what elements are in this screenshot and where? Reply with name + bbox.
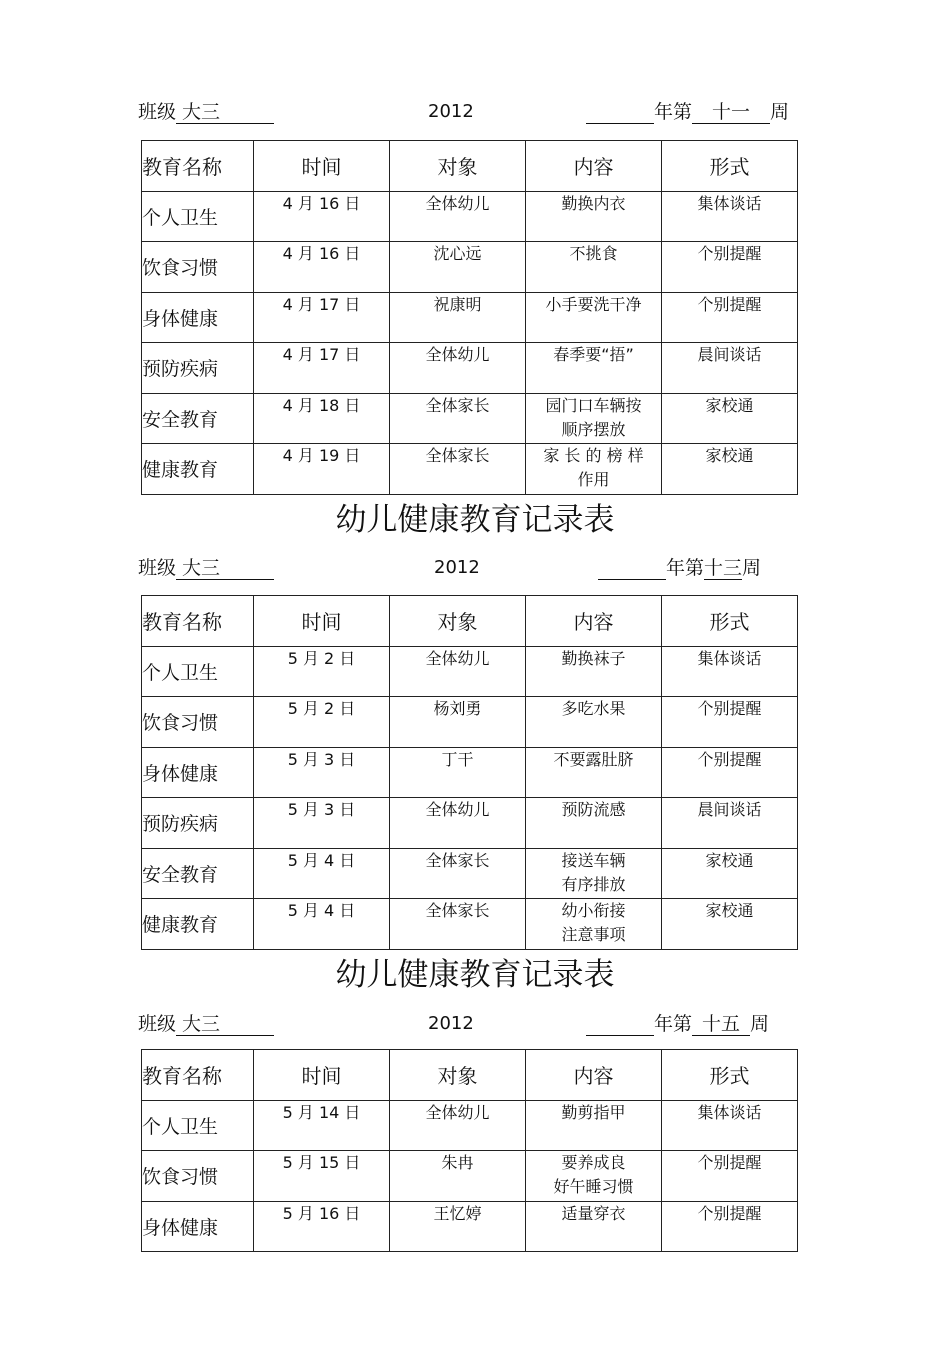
target-cell: 朱冉 bbox=[390, 1151, 526, 1202]
week-number: 十一 bbox=[692, 101, 770, 124]
time-cell: 4 月 17 日 bbox=[254, 292, 390, 343]
blank-underline bbox=[586, 101, 654, 124]
table-row bbox=[142, 343, 798, 394]
form-cell: 晨间谈话 bbox=[662, 343, 798, 394]
class-label: 班级 bbox=[138, 557, 177, 579]
table-row bbox=[142, 848, 798, 899]
target-cell: 王忆婷 bbox=[390, 1201, 526, 1252]
target-cell: 全体幼儿 bbox=[390, 343, 526, 394]
form-cell: 个别提醒 bbox=[662, 1151, 798, 1202]
week-number: 十三 bbox=[704, 557, 743, 579]
form-cell: 家校通 bbox=[662, 393, 798, 444]
time-cell: 5 月 4 日 bbox=[254, 848, 390, 899]
time-cell: 4 月 18 日 bbox=[254, 393, 390, 444]
target-cell: 沈心远 bbox=[390, 242, 526, 293]
table-row bbox=[142, 646, 798, 697]
education-name-cell: 身体健康 bbox=[142, 1201, 254, 1252]
table-row bbox=[142, 1151, 798, 1202]
target-cell: 全体家长 bbox=[390, 444, 526, 495]
content-cell: 小手要洗干净 bbox=[526, 292, 662, 343]
column-header: 时间 bbox=[254, 596, 390, 647]
column-header: 教育名称 bbox=[142, 1050, 254, 1101]
table-header-row bbox=[142, 596, 798, 647]
content-cell: 不挑食 bbox=[526, 242, 662, 293]
target-cell: 全体家长 bbox=[390, 899, 526, 950]
column-header: 教育名称 bbox=[142, 141, 254, 192]
column-header: 时间 bbox=[254, 1050, 390, 1101]
column-header: 形式 bbox=[662, 596, 798, 647]
column-header: 形式 bbox=[662, 1050, 798, 1101]
column-header: 内容 bbox=[526, 596, 662, 647]
form-cell: 家校通 bbox=[662, 444, 798, 495]
record-table-2 bbox=[141, 595, 798, 950]
week-number: 十五 bbox=[692, 1013, 750, 1036]
column-header: 形式 bbox=[662, 141, 798, 192]
time-cell: 5 月 4 日 bbox=[254, 899, 390, 950]
class-label: 班级 bbox=[138, 101, 177, 123]
content-cell: 园门口车辆按 顺序摆放 bbox=[526, 393, 662, 444]
form-cell: 集体谈话 bbox=[662, 191, 798, 242]
week-suffix: 周 bbox=[750, 1013, 770, 1035]
column-header: 时间 bbox=[254, 141, 390, 192]
time-cell: 5 月 15 日 bbox=[254, 1151, 390, 1202]
time-cell: 4 月 19 日 bbox=[254, 444, 390, 495]
table-row bbox=[142, 292, 798, 343]
column-header: 对象 bbox=[390, 141, 526, 192]
year: 2012 bbox=[428, 1013, 474, 1034]
target-cell: 全体家长 bbox=[390, 393, 526, 444]
education-name-cell: 健康教育 bbox=[142, 899, 254, 950]
target-cell: 全体幼儿 bbox=[390, 1100, 526, 1151]
class-name: 大三 bbox=[176, 557, 274, 580]
time-cell: 5 月 16 日 bbox=[254, 1201, 390, 1252]
table-header-row bbox=[142, 1050, 798, 1101]
education-name-cell: 个人卫生 bbox=[142, 646, 254, 697]
target-cell: 杨刘勇 bbox=[390, 697, 526, 748]
content-cell: 勤换内衣 bbox=[526, 191, 662, 242]
content-cell: 不要露肚脐 bbox=[526, 747, 662, 798]
target-cell: 丁干 bbox=[390, 747, 526, 798]
target-cell: 全体幼儿 bbox=[390, 798, 526, 849]
year: 2012 bbox=[434, 557, 480, 578]
form-cell: 个别提醒 bbox=[662, 747, 798, 798]
content-cell: 接送车辆 有序排放 bbox=[526, 848, 662, 899]
page-title: 幼儿健康教育记录表 bbox=[335, 502, 615, 538]
table-row bbox=[142, 798, 798, 849]
column-header: 对象 bbox=[390, 1050, 526, 1101]
table-row bbox=[142, 697, 798, 748]
time-cell: 5 月 3 日 bbox=[254, 798, 390, 849]
form-cell: 个别提醒 bbox=[662, 697, 798, 748]
class-name: 大三 bbox=[176, 1013, 274, 1036]
content-cell: 家 长 的 榜 样 作用 bbox=[526, 444, 662, 495]
table-row bbox=[142, 242, 798, 293]
year-week-prefix: 年第 bbox=[654, 101, 693, 123]
year-week-prefix: 年第 bbox=[666, 557, 705, 579]
education-name-cell: 健康教育 bbox=[142, 444, 254, 495]
column-header: 内容 bbox=[526, 1050, 662, 1101]
content-cell: 多吃水果 bbox=[526, 697, 662, 748]
target-cell: 全体幼儿 bbox=[390, 646, 526, 697]
education-name-cell: 身体健康 bbox=[142, 292, 254, 343]
table-row bbox=[142, 444, 798, 495]
table-row bbox=[142, 747, 798, 798]
target-cell: 祝康明 bbox=[390, 292, 526, 343]
week-suffix: 周 bbox=[742, 557, 762, 579]
form-cell: 集体谈话 bbox=[662, 646, 798, 697]
form-cell: 个别提醒 bbox=[662, 292, 798, 343]
form-cell: 个别提醒 bbox=[662, 242, 798, 293]
column-header: 对象 bbox=[390, 596, 526, 647]
education-name-cell: 安全教育 bbox=[142, 848, 254, 899]
content-cell: 勤剪指甲 bbox=[526, 1100, 662, 1151]
record-table-1 bbox=[141, 140, 798, 495]
table-header-row bbox=[142, 141, 798, 192]
time-cell: 5 月 14 日 bbox=[254, 1100, 390, 1151]
form-cell: 家校通 bbox=[662, 899, 798, 950]
education-name-cell: 安全教育 bbox=[142, 393, 254, 444]
time-cell: 4 月 16 日 bbox=[254, 242, 390, 293]
education-name-cell: 饮食习惯 bbox=[142, 242, 254, 293]
column-header: 教育名称 bbox=[142, 596, 254, 647]
target-cell: 全体幼儿 bbox=[390, 191, 526, 242]
section-1-header bbox=[138, 98, 800, 126]
section-3-header bbox=[138, 1010, 800, 1038]
form-cell: 晨间谈话 bbox=[662, 798, 798, 849]
education-name-cell: 个人卫生 bbox=[142, 1100, 254, 1151]
education-name-cell: 个人卫生 bbox=[142, 191, 254, 242]
education-name-cell: 饮食习惯 bbox=[142, 1151, 254, 1202]
time-cell: 4 月 16 日 bbox=[254, 191, 390, 242]
content-cell: 预防流感 bbox=[526, 798, 662, 849]
education-name-cell: 预防疾病 bbox=[142, 798, 254, 849]
table-row bbox=[142, 191, 798, 242]
form-cell: 个别提醒 bbox=[662, 1201, 798, 1252]
content-cell: 要养成良 好午睡习惯 bbox=[526, 1151, 662, 1202]
table-row bbox=[142, 1100, 798, 1151]
content-cell: 春季要“捂” bbox=[526, 343, 662, 394]
table-row bbox=[142, 899, 798, 950]
time-cell: 5 月 2 日 bbox=[254, 646, 390, 697]
record-table-3 bbox=[141, 1049, 798, 1252]
section-2-header bbox=[138, 554, 800, 582]
blank-underline bbox=[586, 1013, 654, 1036]
week-suffix: 周 bbox=[770, 101, 790, 123]
class-name: 大三 bbox=[176, 101, 274, 124]
blank-underline bbox=[598, 557, 666, 580]
class-label: 班级 bbox=[138, 1013, 177, 1035]
form-cell: 集体谈话 bbox=[662, 1100, 798, 1151]
form-cell: 家校通 bbox=[662, 848, 798, 899]
table-row bbox=[142, 393, 798, 444]
education-name-cell: 预防疾病 bbox=[142, 343, 254, 394]
page-title-2: 幼儿健康教育记录表 bbox=[335, 957, 615, 993]
year: 2012 bbox=[428, 101, 474, 122]
time-cell: 5 月 3 日 bbox=[254, 747, 390, 798]
content-cell: 勤换袜子 bbox=[526, 646, 662, 697]
target-cell: 全体家长 bbox=[390, 848, 526, 899]
time-cell: 4 月 17 日 bbox=[254, 343, 390, 394]
content-cell: 幼小衔接 注意事项 bbox=[526, 899, 662, 950]
table-row bbox=[142, 1201, 798, 1252]
education-name-cell: 饮食习惯 bbox=[142, 697, 254, 748]
content-cell: 适量穿衣 bbox=[526, 1201, 662, 1252]
column-header: 内容 bbox=[526, 141, 662, 192]
time-cell: 5 月 2 日 bbox=[254, 697, 390, 748]
year-week-prefix: 年第 bbox=[654, 1013, 693, 1035]
education-name-cell: 身体健康 bbox=[142, 747, 254, 798]
